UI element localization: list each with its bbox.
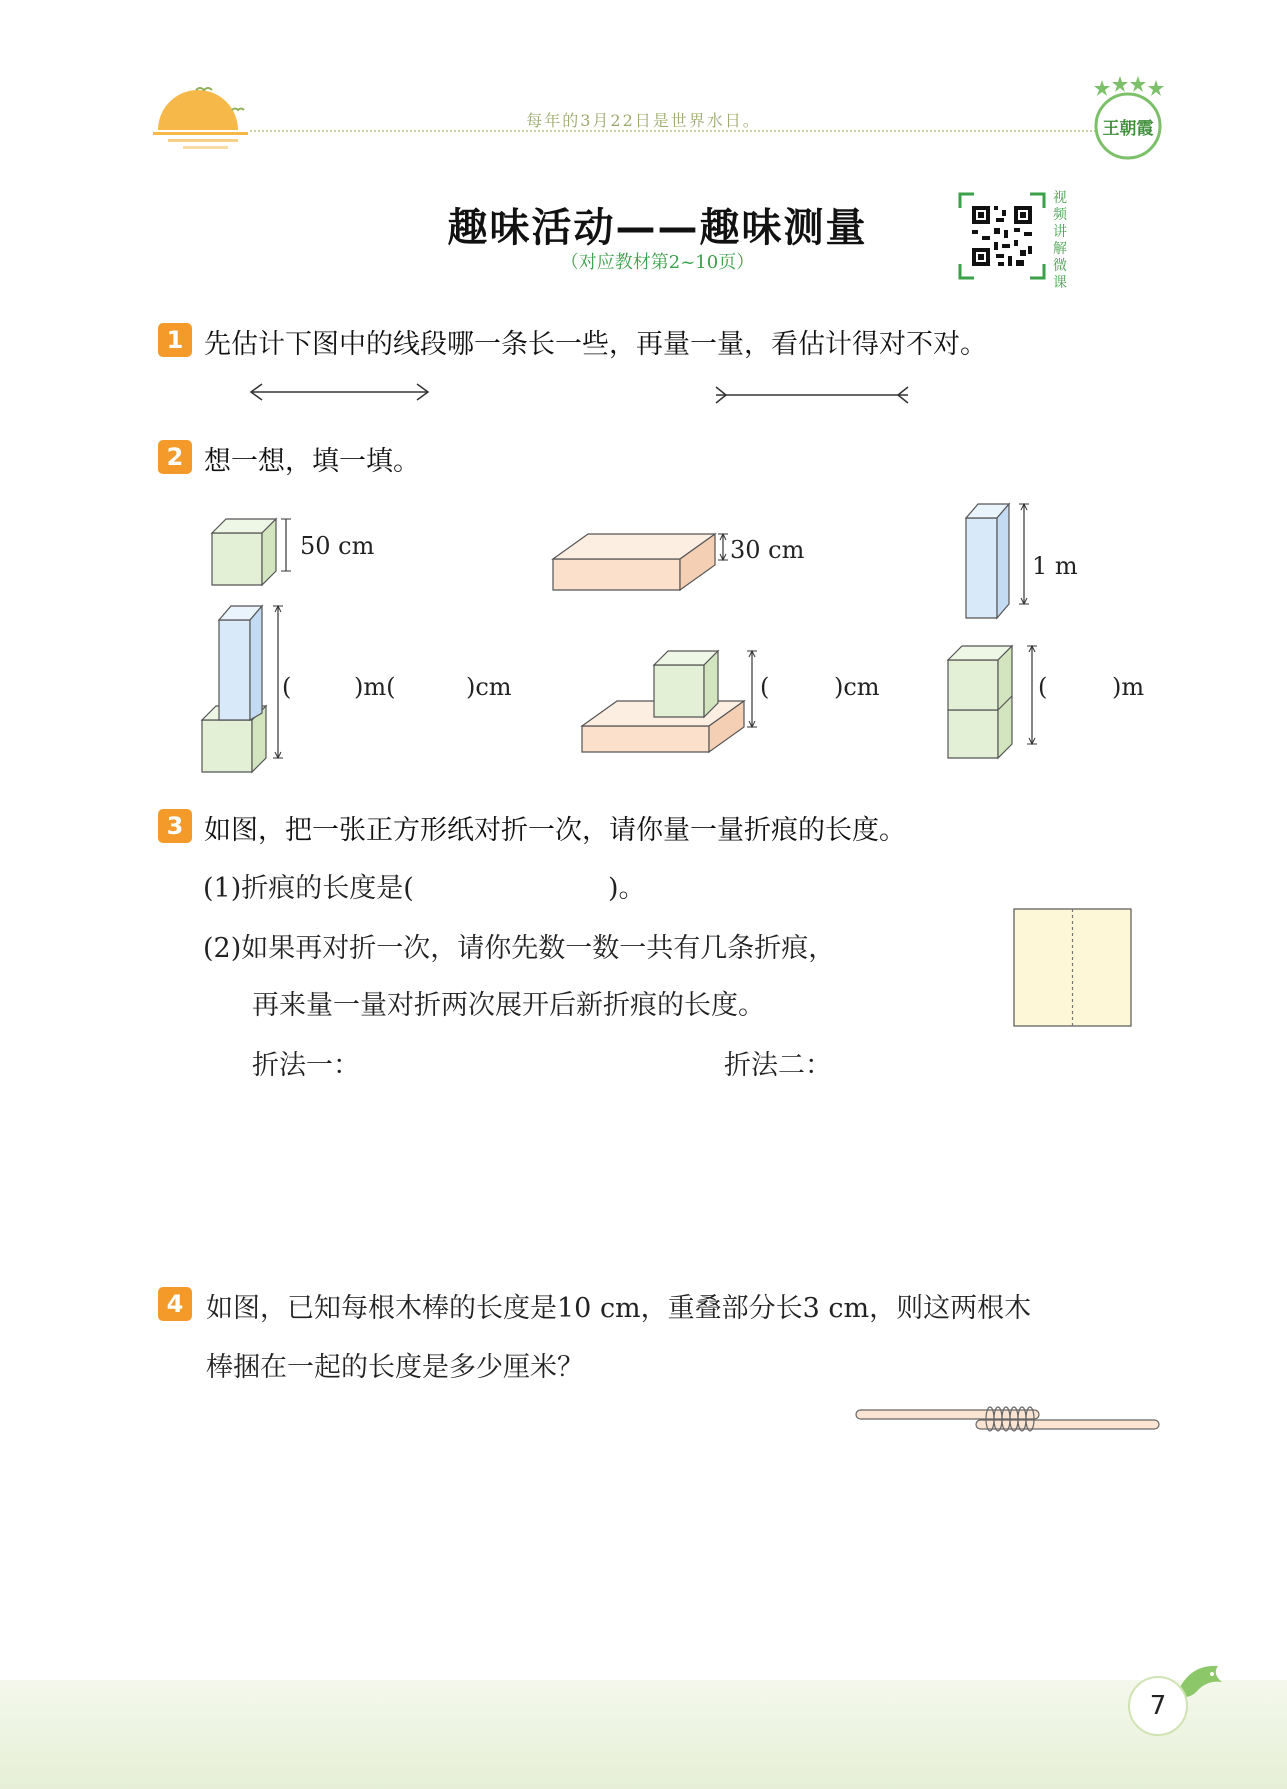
qr-caption: 视 频 讲 解 微 课 [1053, 190, 1067, 291]
header-motto: 每年的3月22日是世界水日。 [526, 111, 761, 130]
page-number: 7 [1128, 1676, 1188, 1736]
qr-code[interactable] [958, 192, 1046, 280]
cube-label: 50 cm [300, 532, 375, 560]
answer-blank-1-open[interactable]: ( [282, 673, 292, 701]
answer-blank-3-close[interactable]: )m [1112, 673, 1145, 701]
q2-number: 2 [158, 440, 192, 474]
q1-number: 1 [158, 323, 192, 357]
q1-segment-b [712, 383, 912, 407]
page-subtitle: （对应教材第2~10页） [560, 252, 755, 273]
prism-label: 1 m [1032, 552, 1078, 580]
slab-label: 30 cm [730, 536, 805, 564]
q4-line1: 如图，已知每根木棒的长度是10 cm，重叠部分长3 cm，则这两根木 [206, 1293, 1032, 1324]
q3-number: 3 [158, 809, 192, 843]
answer-blank-2-close[interactable]: )cm [834, 673, 880, 701]
folded-paper-figure [1012, 907, 1134, 1029]
answer-blank-1-mid[interactable]: )m( [354, 673, 396, 701]
cube-50cm [212, 519, 291, 585]
q2-text: 想一想，填一填。 [204, 446, 420, 477]
answer-blank-3-open[interactable]: ( [1038, 673, 1048, 701]
q3-text: 如图，把一张正方形纸对折一次，请你量一量折痕的长度。 [204, 815, 906, 846]
slab-30cm [553, 534, 728, 590]
q3-method-1: 折法一： [252, 1050, 360, 1081]
prism-1m [966, 504, 1029, 618]
brand-logo [1088, 76, 1168, 166]
footer-background [0, 1680, 1287, 1789]
page-title: 趣味活动——趣味测量 [447, 205, 868, 251]
q3-method-2: 折法二： [724, 1050, 832, 1081]
brand-logo-text: 王朝霞 [1102, 119, 1154, 139]
two-cubes-stacked [948, 646, 1037, 758]
q3-part2-line1: (2)如果再对折一次，请你先数一数一共有几条折痕， [203, 933, 836, 964]
q1-segment-a [248, 380, 433, 404]
q3-part1-end[interactable]: )。 [608, 873, 646, 904]
q1-text: 先估计下图中的线段哪一条长一些，再量一量，看估计得对不对。 [204, 329, 987, 360]
answer-blank-2-open[interactable]: ( [760, 673, 770, 701]
q4-number: 4 [158, 1287, 192, 1321]
answer-blank-1-close[interactable]: )cm [466, 673, 512, 701]
cube-on-slab [582, 651, 757, 752]
q3-part1: (1)折痕的长度是( [203, 873, 414, 904]
two-sticks-figure [852, 1398, 1164, 1438]
q4-line2: 棒捆在一起的长度是多少厘米？ [206, 1352, 584, 1383]
prism-on-cube [202, 606, 283, 772]
q3-part2-line2: 再来量一量对折两次展开后新折痕的长度。 [252, 990, 765, 1021]
